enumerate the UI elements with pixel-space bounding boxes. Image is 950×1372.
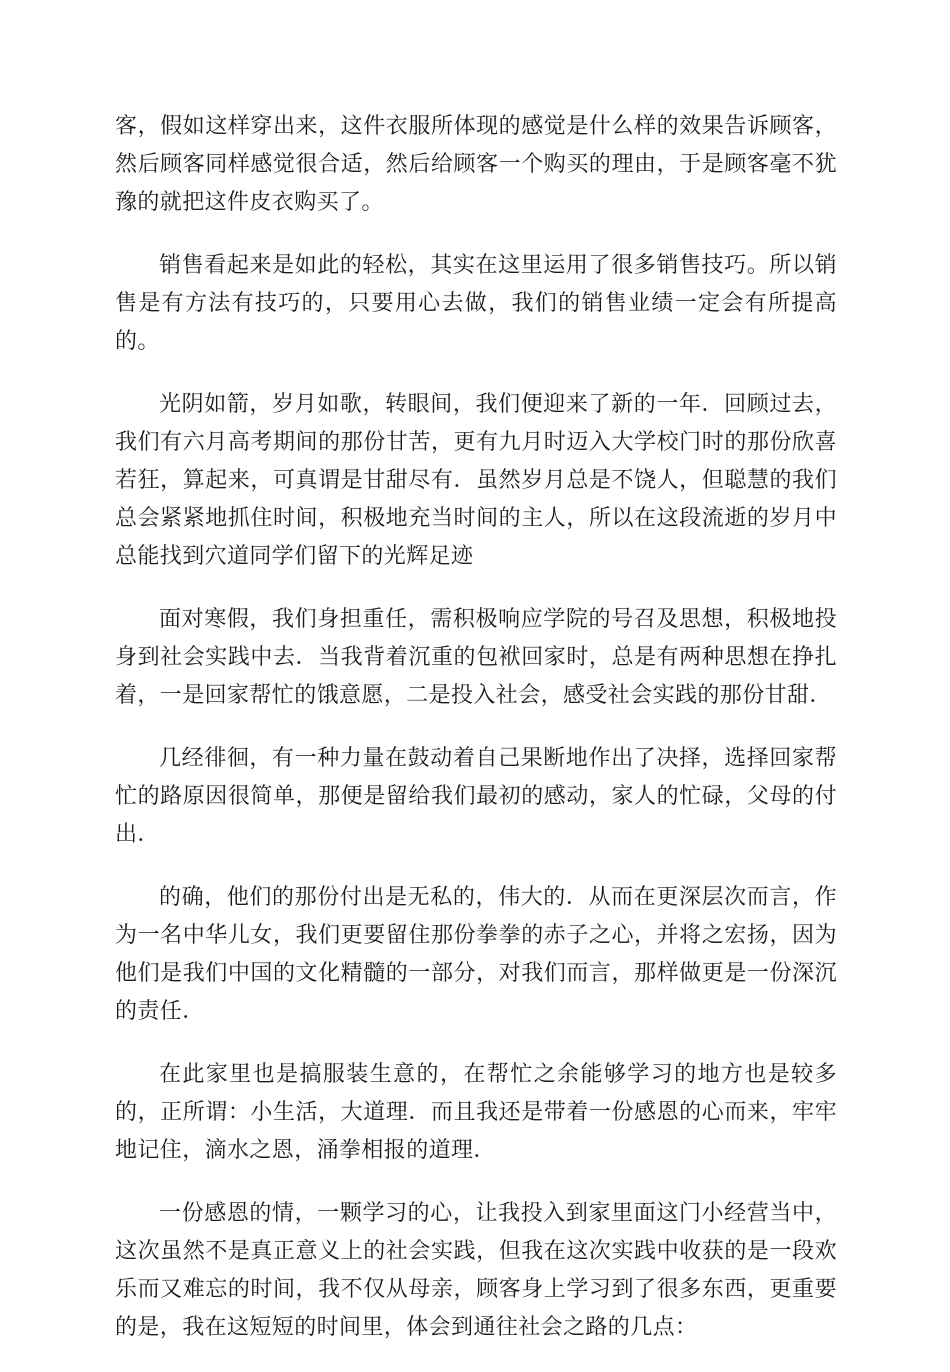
paragraph-family-business: 在此家里也是搞服装生意的，在帮忙之余能够学习的地方也是较多的，正所谓：小生活，大道理．而且我还是带着一份感恩的心而来，牢牢地记住，滴水之恩，涌拳相报的道理．: [115, 1062, 837, 1163]
paragraph-responsibility: 的确，他们的那份付出是无私的，伟大的．从而在更深层次而言，作为一名中华儿女，我们更要留住那份拳拳的赤子之心，并将之宏扬，因为他们是我们中国的文化精髓的一部分，对我们而言，那样做更是一份深沉的责任．: [115, 885, 837, 1024]
paragraph-continuation: 客，假如这样穿出来，这件衣服所体现的感觉是什么样的效果告诉顾客，然后顾客同样感觉很合适，然后给顾客一个购买的理由，于是顾客毫不犹豫的就把这件皮衣购买了。: [115, 114, 837, 215]
paragraph-decision: 几经徘徊，有一种力量在鼓动着自己果断地作出了决择，选择回家帮忙的路原因很简单，那便是留给我们最初的感动，家人的忙碌，父母的付出．: [115, 746, 837, 847]
paragraph-sales-skills: 销售看起来是如此的轻松，其实在这里运用了很多销售技巧。所以销售是有方法有技巧的，只要用心去做，我们的销售业绩一定会有所提高的。: [115, 253, 837, 354]
paragraph-new-year: 光阴如箭，岁月如歌，转眼间，我们便迎来了新的一年．回顾过去，我们有六月高考期间的那份甘苦，更有九月时迈入大学校门时的那份欣喜若狂，算起来，可真谓是甘甜尽有．虽然岁月总是不饶人，但聪慧的我们总会紧紧地抓住时间，积极地充当时间的主人，所以在这段流逝的岁月中总能找到穴道同学们留下的光辉足迹: [115, 392, 837, 569]
document-body: [115, 108, 837, 1372]
paragraph-winter-break: 面对寒假，我们身担重任，需积极响应学院的号召及思想，积极地投身到社会实践中去．当我背着沉重的包袱回家时，总是有两种思想在挣扎着，一是回家帮忙的饿意愿，二是投入社会，感受社会实践的那份甘甜．: [115, 607, 837, 708]
paragraph-gratitude: 一份感恩的情，一颗学习的心，让我投入到家里面这门小经营当中，这次虽然不是真正意义上的社会实践，但我在这次实践中收获的是一段欢乐而又难忘的时间，我不仅从母亲，顾客身上学习到了很多东西，更重要的是，我在这短短的时间里，体会到通往社会之路的几点：: [115, 1201, 837, 1340]
